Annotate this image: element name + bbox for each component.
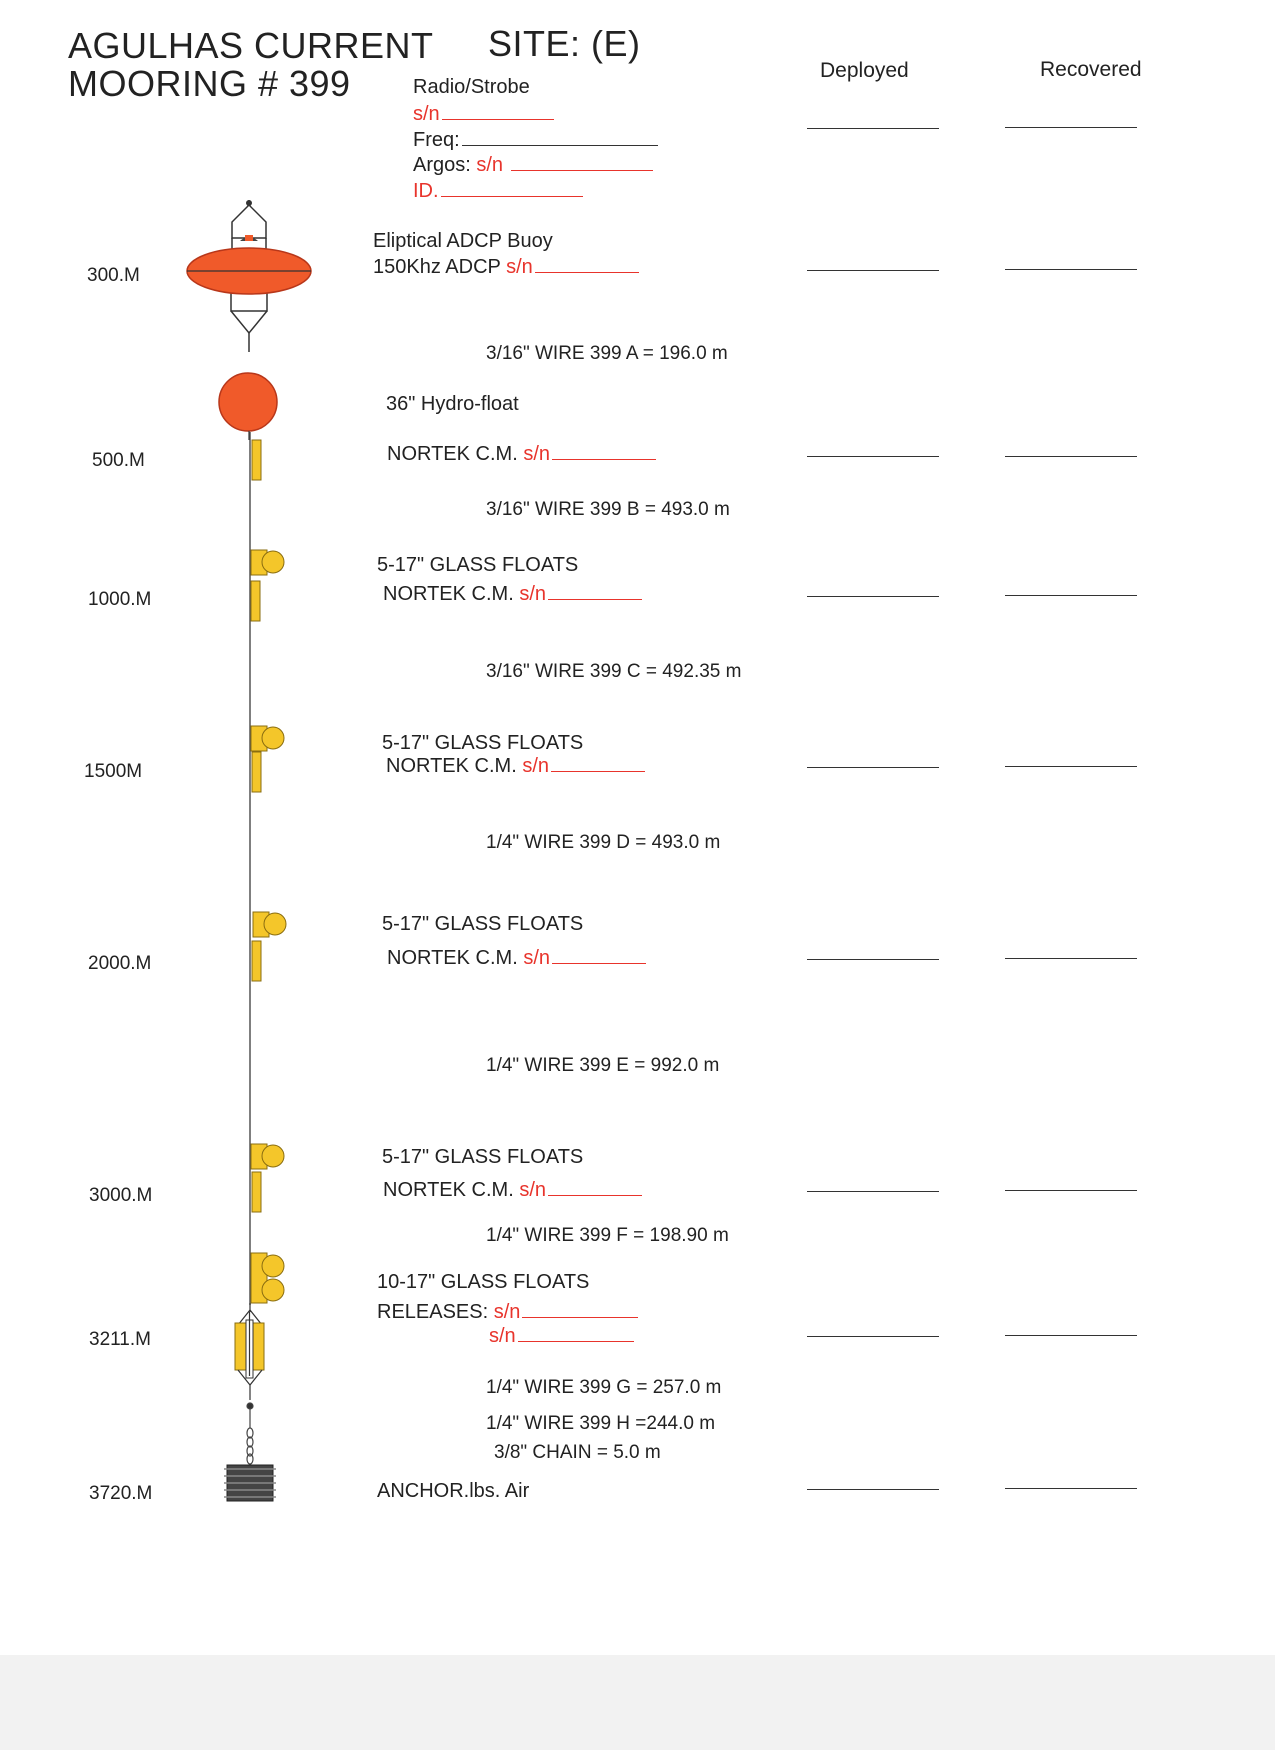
float-group-5-label: 5-17" GLASS FLOATS — [382, 1146, 584, 1168]
hydro-float-icon — [219, 373, 277, 431]
depth-label: 300.M — [87, 265, 140, 286]
radio-strobe-label: Radio/Strobe — [413, 76, 530, 98]
chain-label: 3/8" CHAIN = 5.0 m — [494, 1442, 661, 1463]
wire-a-label: 3/16" WIRE 399 A = 196.0 m — [486, 343, 728, 364]
instrument-2-label: NORTEK C.M. s/n — [383, 584, 642, 604]
adcp-label: 150Khz ADCP s/n — [373, 257, 639, 277]
float-group-4-label: 5-17" GLASS FLOATS — [382, 913, 584, 935]
depth-label: 3000.M — [89, 1185, 153, 1206]
wire-f-label: 1/4" WIRE 399 F = 198.90 m — [486, 1225, 729, 1246]
depth-label: 1500M — [84, 761, 143, 782]
releases-label: RELEASES: s/n — [377, 1302, 638, 1322]
depth-label: 3720.M — [89, 1483, 153, 1504]
wire-b-label: 3/16" WIRE 399 B = 493.0 m — [486, 499, 730, 520]
wire-e-label: 1/4" WIRE 399 E = 992.0 m — [486, 1055, 720, 1076]
glass-float-stack-icon — [251, 1253, 284, 1303]
acoustic-release-icon — [235, 1303, 264, 1400]
current-meter-icon — [251, 581, 260, 621]
float-group-2-label: 5-17" GLASS FLOATS — [377, 554, 579, 576]
wire-d-label: 1/4" WIRE 399 D = 493.0 m — [486, 832, 721, 853]
instrument-4-label: NORTEK C.M. s/n — [387, 948, 646, 968]
instrument-5-label: NORTEK C.M. s/n — [383, 1180, 642, 1200]
recovered-header: Recovered — [1040, 58, 1142, 81]
title-line-1: AGULHAS CURRENT — [68, 25, 434, 66]
anchor-label: ANCHOR.lbs. Air — [377, 1480, 530, 1502]
releases-sn-2: s/n — [489, 1326, 634, 1346]
depth-label: 3211.M — [89, 1329, 151, 1350]
current-meter-icon — [252, 752, 261, 792]
radio-sn: s/n — [413, 104, 554, 124]
deployed-header: Deployed — [820, 59, 909, 82]
radio-argos: Argos: s/n — [413, 155, 653, 175]
float-group-3-label: 5-17" GLASS FLOATS — [382, 732, 584, 754]
chain-icon — [247, 1403, 253, 1464]
float-group-releases-label: 10-17" GLASS FLOATS — [377, 1271, 590, 1293]
depth-label: 500.M — [92, 450, 145, 471]
instrument-1-label: NORTEK C.M. s/n — [387, 444, 656, 464]
wire-g-label: 1/4" WIRE 399 G = 257.0 m — [486, 1377, 722, 1398]
glass-float-icon — [251, 550, 284, 575]
depth-label: 2000.M — [88, 953, 152, 974]
glass-float-icon — [251, 1144, 284, 1169]
current-meter-icon — [252, 1172, 261, 1212]
buoy-label: Eliptical ADCP Buoy — [373, 230, 553, 252]
adcp-buoy-icon — [187, 248, 311, 294]
wire-h-label: 1/4" WIRE 399 H =244.0 m — [486, 1413, 716, 1434]
top-shackle — [246, 200, 252, 206]
hydrofloat-label: 36" Hydro-float — [386, 393, 519, 415]
current-meter-icon — [252, 941, 261, 981]
radio-freq: Freq: — [413, 130, 658, 150]
glass-float-icon — [253, 912, 286, 937]
wire-c-label: 3/16" WIRE 399 C = 492.35 m — [486, 661, 742, 682]
current-meter-icon — [252, 440, 261, 480]
glass-float-icon — [251, 726, 284, 751]
instrument-3-label: NORTEK C.M. s/n — [386, 756, 645, 776]
title-line-2: MOORING # 399 — [68, 63, 351, 104]
radio-id: ID. — [413, 181, 583, 201]
site-label: SITE: (E) — [488, 23, 641, 64]
depth-label: 1000.M — [88, 589, 152, 610]
anchor-icon — [224, 1465, 276, 1501]
